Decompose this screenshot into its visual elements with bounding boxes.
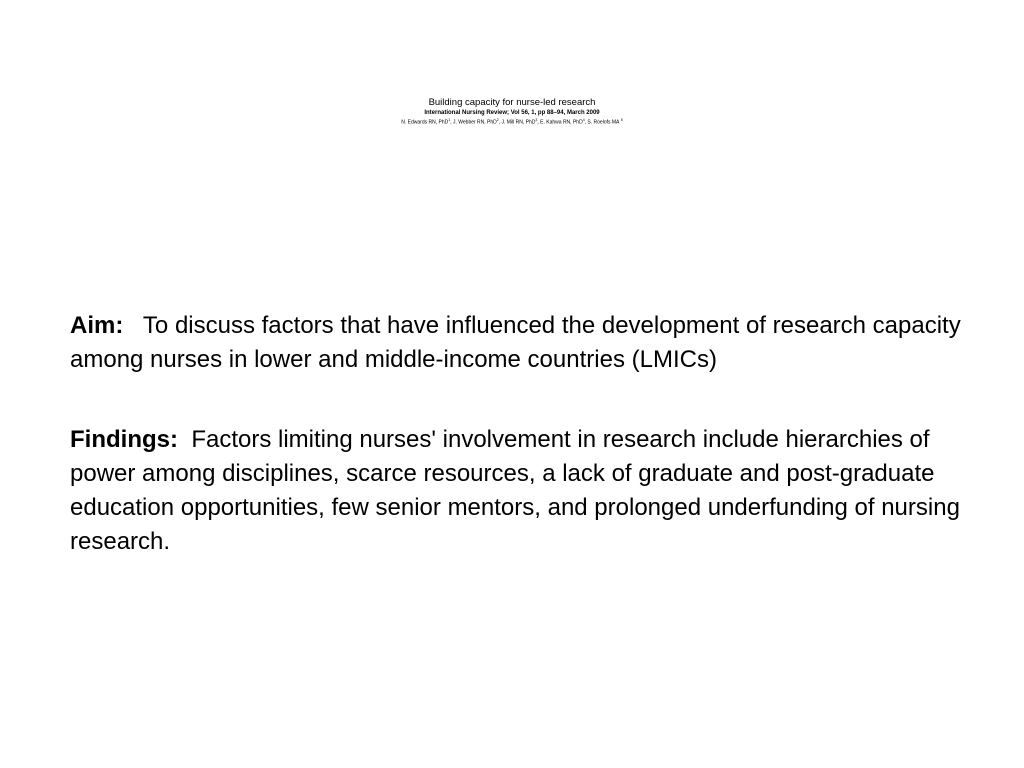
slide-body	[70, 309, 970, 559]
findings-text: Factors limiting nurses' involvement in research include hierarchies of power among disciplines, scarce resources, a lack of graduate and post-graduate education opportunities, few senior mentors, and prolonged underfunding of nursing research.	[70, 426, 960, 555]
aim-label: Aim:	[70, 312, 124, 339]
author-name: S. Roelofs MA	[587, 119, 620, 126]
author-name: E. Kahwa RN, PhD	[540, 119, 583, 126]
author-affiliation-mark: 3	[535, 117, 538, 122]
aim-paragraph	[70, 309, 970, 377]
findings-label: Findings:	[70, 426, 178, 453]
author-list: N. Edwards RN, PhD$^1$, J. Webber RN, PhD$^2$, J. Mill RN, PhD$^3$, E. Kahwa RN, PhD$^4$, S. Roelofs MA $^5$	[401, 117, 623, 126]
author-affiliation-mark: 4	[582, 117, 585, 122]
author-affiliation-mark: 5	[620, 117, 623, 122]
author-name: N. Edwards RN, PhD	[401, 119, 449, 126]
slide-title-block	[0, 98, 1024, 125]
findings-paragraph	[70, 423, 970, 559]
journal-citation: International Nursing Review; Vol 56, 1, pp 88–94, March 2009	[424, 109, 600, 116]
author-affiliation-mark: 2	[496, 117, 499, 122]
author-name: J. Mill RN, PhD	[501, 119, 536, 126]
slide-title: Building capacity for nurse-led research	[428, 97, 596, 108]
aim-text: To discuss factors that have influenced the development of research capacity among nurses in lower and middle-income countries (LMICs)	[70, 312, 961, 373]
author-affiliation-mark: 1	[448, 117, 451, 122]
author-name: J. Webber RN, PhD	[452, 119, 497, 126]
